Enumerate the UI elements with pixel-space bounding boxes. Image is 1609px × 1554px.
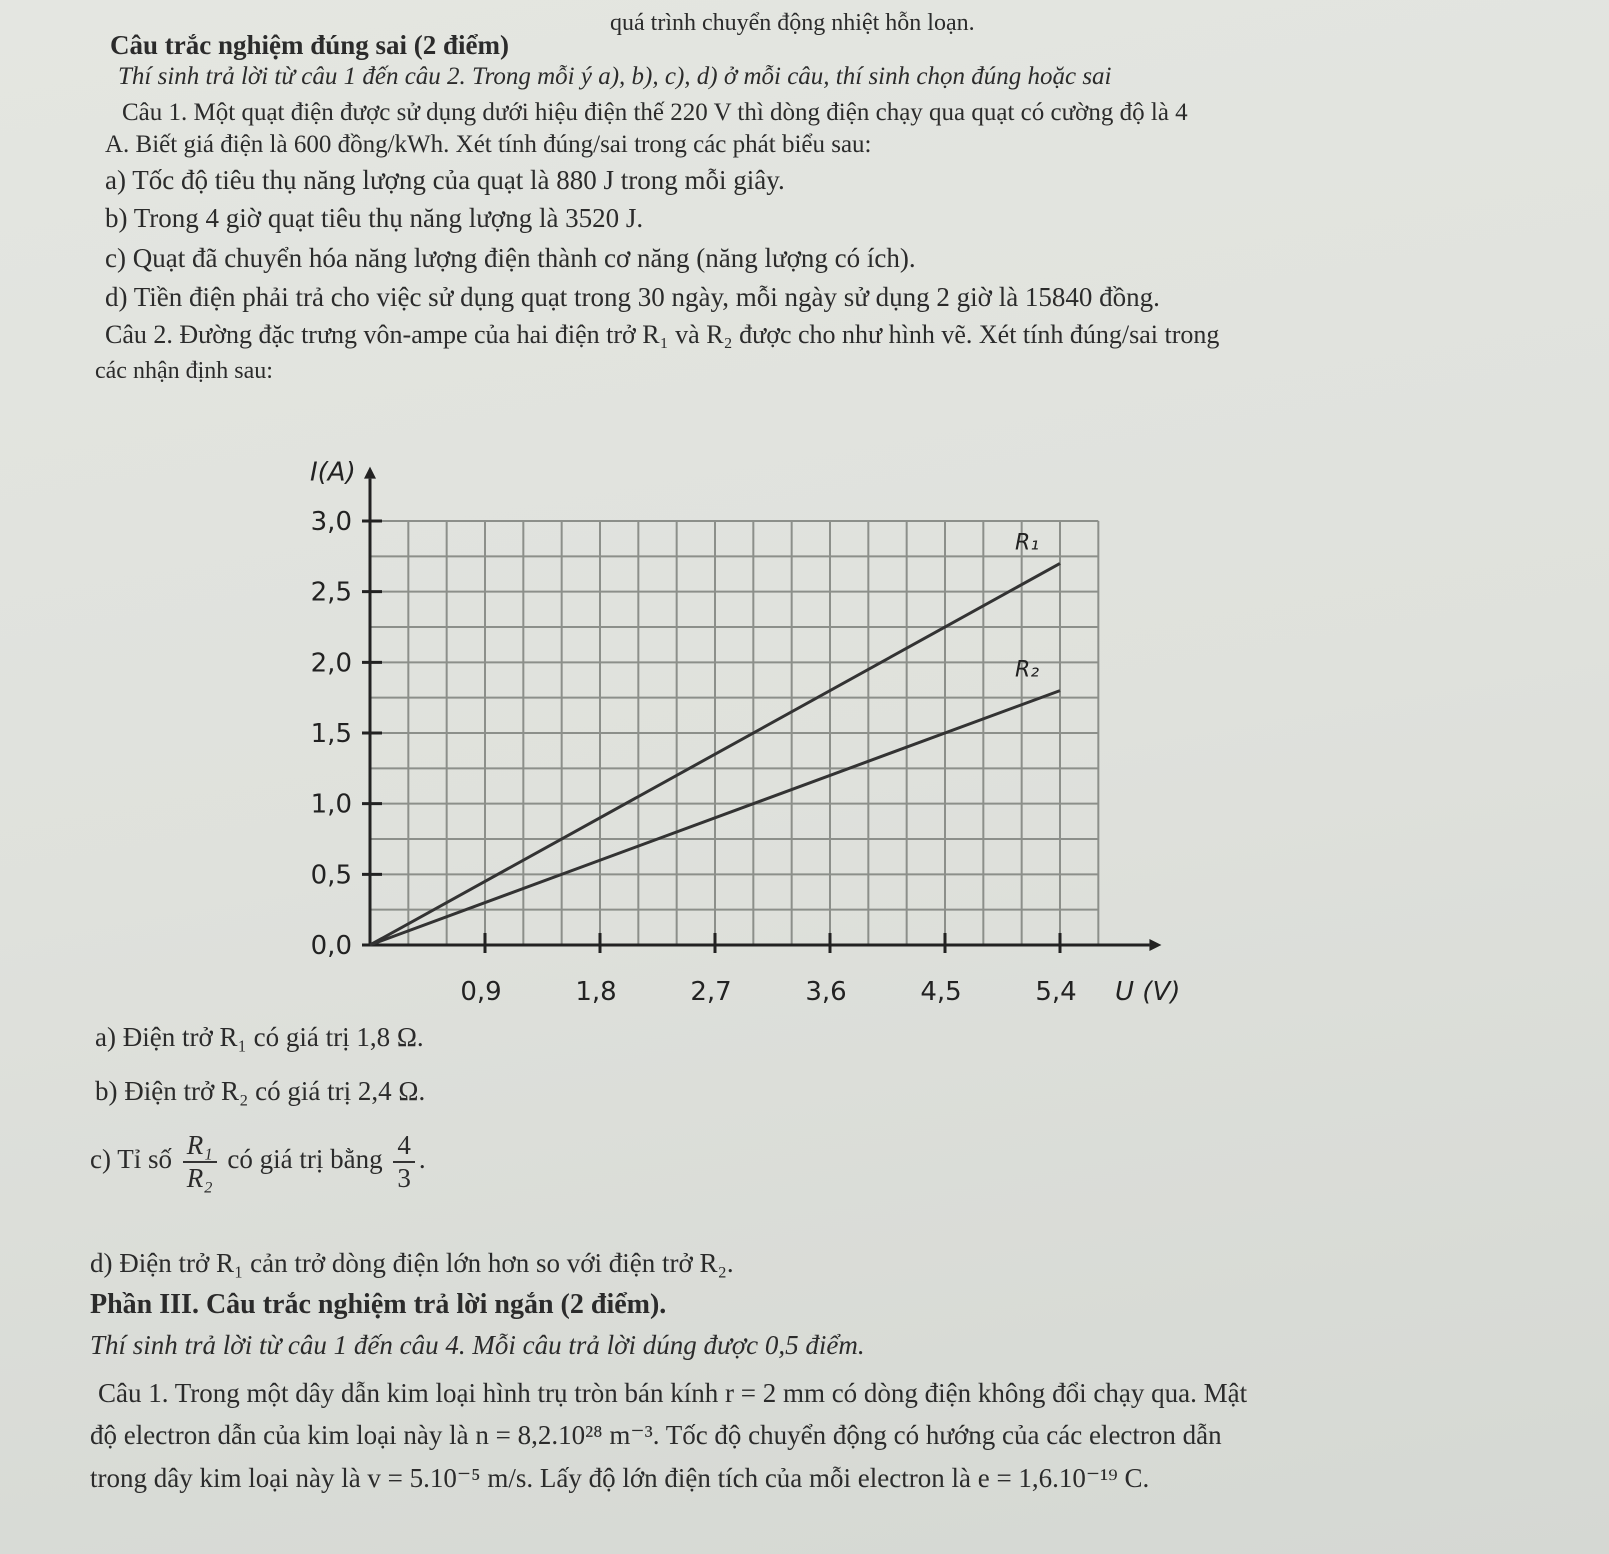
part3-q1-line1: Câu 1. Trong một dây dẫn kim loại hình trụ tròn bán kính r = 2 mm có dòng điện không đổi chạy qua. Mật	[98, 1378, 1248, 1408]
ratio-denominator: R₂	[186, 1163, 213, 1193]
part3-title: Phần III. Câu trắc nghiệm trả lời ngắn (2 điểm).	[90, 1289, 667, 1320]
q2-option-c: c) Tỉ số $\frac{\text{R₁}}{\text{R₂}}$ có giá trị bằng $\frac{4}{3}$ .	[90, 1130, 426, 1193]
q1-option-a: a) Tốc độ tiêu thụ năng lượng của quạt là 880 J trong mỗi giây.	[105, 165, 785, 195]
value-numerator: 4	[393, 1130, 415, 1163]
instructions: Thí sinh trả lời từ câu 1 đến câu 2. Trong mỗi ý a), b), c), d) ở mỗi câu, thí sinh chọn đúng hoặc sai	[118, 63, 1112, 90]
vi-chart	[270, 450, 1320, 1050]
q2-option-c-prefix: c) Tỉ số	[90, 1144, 172, 1175]
y-tick-label: 0,0	[310, 931, 352, 961]
x-tick-label: 4,5	[920, 977, 962, 1007]
x-tick-label: 0,9	[460, 977, 502, 1007]
q1-stem-line1: Câu 1. Một quạt điện được sử dụng dưới hiệu điện thế 220 V thì dòng điện chạy qua quạt có cường độ là 4	[122, 99, 1188, 126]
chart-grid	[370, 521, 1098, 945]
q2-stem-line2: các nhận định sau:	[95, 358, 273, 384]
q2-option-c-middle: có giá trị bằng	[227, 1144, 383, 1175]
y-axis-arrow	[364, 467, 376, 479]
part3-instructions: Thí sinh trả lời từ câu 1 đến câu 4. Mỗi câu trả lời dúng được 0,5 điểm.	[90, 1330, 865, 1360]
q2-option-d: d) Điện trở R₁ cản trở dòng điện lớn hơn so với điện trở R₂.	[90, 1248, 734, 1278]
y-tick-label: 3,0	[310, 507, 352, 537]
x-tick-label: 2,7	[690, 977, 732, 1007]
y-tick-label: 1,5	[310, 719, 352, 749]
value-denominator: 3	[397, 1163, 411, 1193]
x-tick-label: 1,8	[575, 977, 617, 1007]
q2-stem-line1: Câu 2. Đường đặc trưng vôn-ampe của hai điện trở R₁ và R₂ được cho như hình vẽ. Xét tính đúng/sai trong	[105, 320, 1220, 349]
series-label-1: R₁	[1015, 530, 1040, 556]
y-axis-title: I(A)	[310, 457, 356, 488]
y-tick-label: 2,0	[310, 648, 352, 679]
part3-q1-line2: độ electron dẫn của kim loại này là n = 8,2.10²⁸ m⁻³. Tốc độ chuyển động có hướng của các electron dẫn	[90, 1420, 1222, 1450]
y-tick-label: 1,0	[310, 789, 352, 820]
top-fragment: quá trình chuyển động nhiệt hỗn loạn.	[610, 10, 975, 36]
y-tick-label: 0,5	[310, 860, 352, 891]
x-tick-label: 5,4	[1035, 977, 1077, 1007]
q1-option-c: c) Quạt đã chuyển hóa năng lượng điện thành cơ năng (năng lượng có ích).	[105, 243, 916, 273]
x-axis-arrow	[1149, 939, 1161, 951]
ratio-numerator: R₁	[183, 1130, 217, 1163]
q1-stem-line2: A. Biết giá điện là 600 đồng/kWh. Xét tính đúng/sai trong các phát biểu sau:	[105, 131, 872, 158]
x-axis-title: U (V)	[1115, 977, 1181, 1007]
x-tick-label: 3,6	[805, 977, 847, 1007]
value-fraction	[393, 1130, 415, 1194]
section-title: Câu trắc nghiệm đúng sai (2 điểm)	[110, 30, 510, 60]
q1-option-b: b) Trong 4 giờ quạt tiêu thụ năng lượng là 3520 J.	[105, 203, 644, 233]
q2-option-a: a) Điện trở R₁ có giá trị 1,8 Ω.	[95, 1022, 424, 1052]
q2-option-b: b) Điện trở R₂ có giá trị 2,4 Ω.	[95, 1076, 426, 1106]
chart-axes	[362, 467, 1161, 953]
series-label-2: R₂	[1015, 657, 1040, 683]
ratio-fraction	[183, 1130, 217, 1194]
part3-q1-line3: trong dây kim loại này là v = 5.10⁻⁵ m/s. Lấy độ lớn điện tích của mỗi electron là e = 1,6.10⁻¹⁹ C.	[90, 1463, 1150, 1493]
y-tick-label: 2,5	[310, 577, 352, 608]
q1-option-d: d) Tiền điện phải trả cho việc sử dụng quạt trong 30 ngày, mỗi ngày sử dụng 2 giờ là 15840 đồng.	[105, 282, 1160, 312]
